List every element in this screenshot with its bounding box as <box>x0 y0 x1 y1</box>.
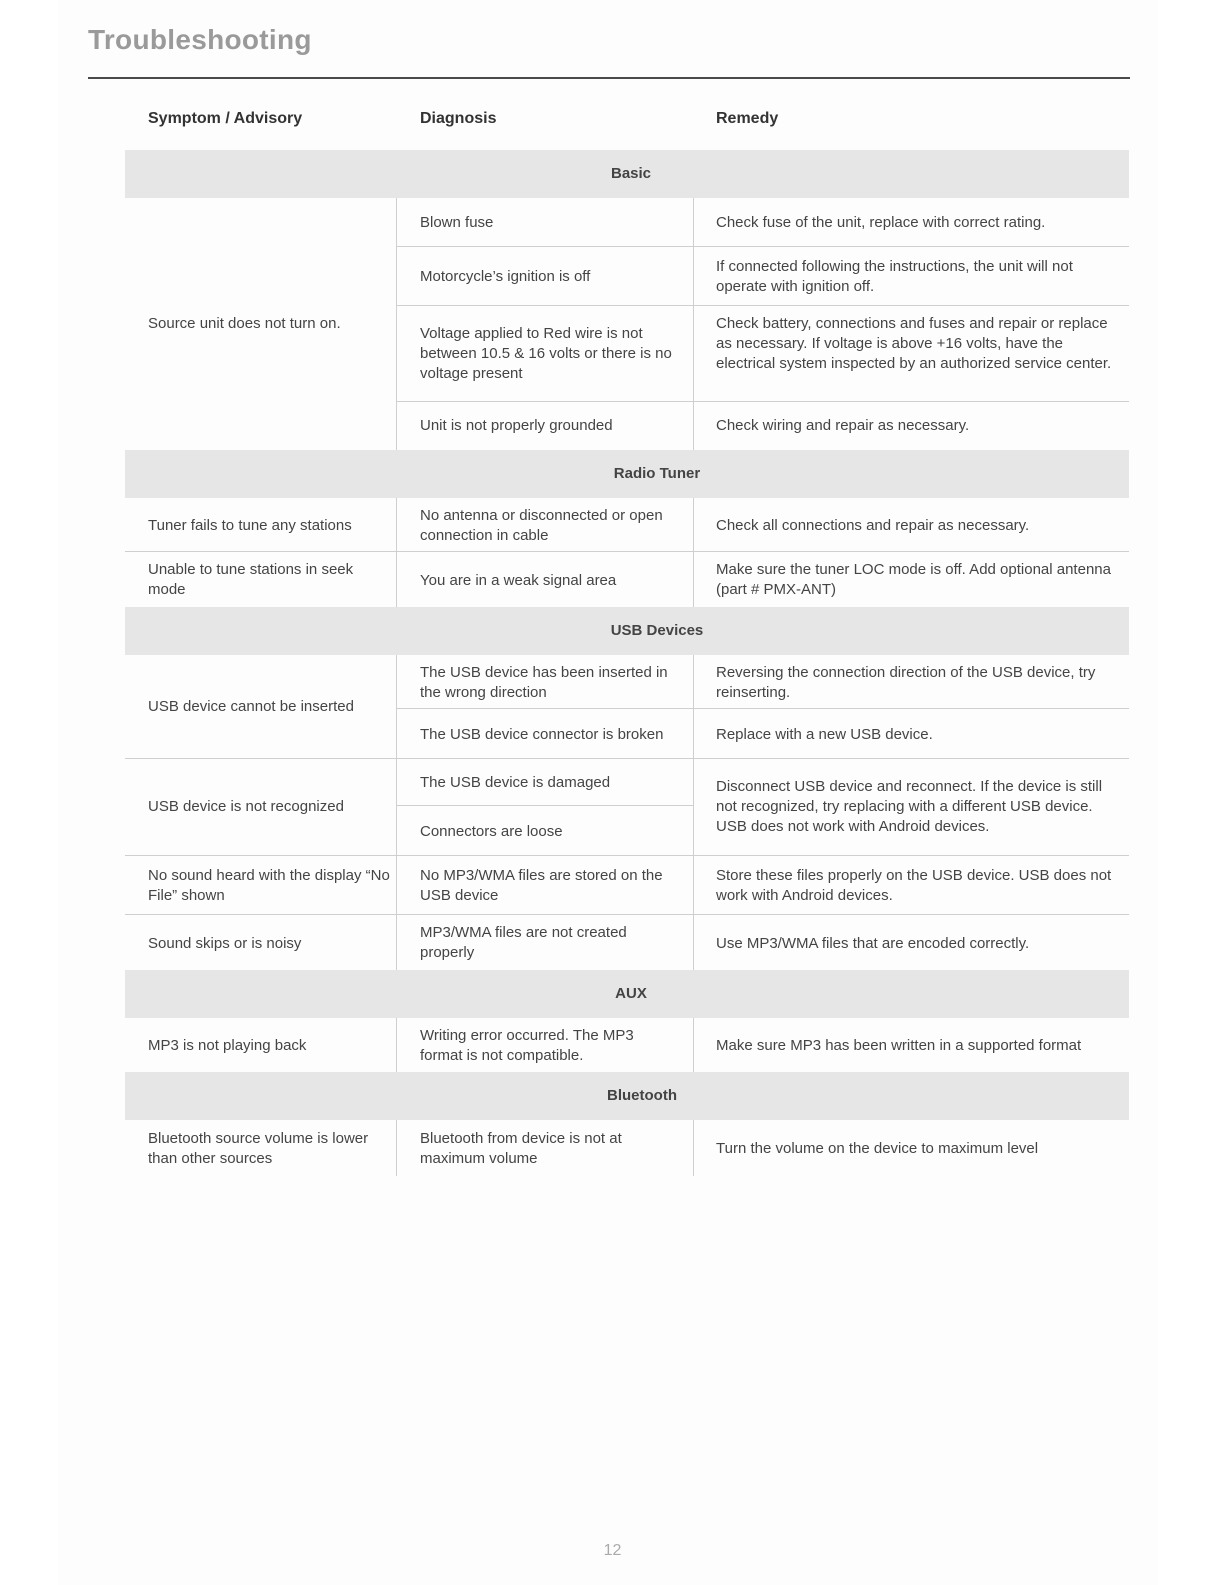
section-label-bluetooth: Bluetooth <box>607 1087 677 1104</box>
section-band-usb-devices <box>125 607 1129 655</box>
row-divider <box>125 758 1129 759</box>
row-divider <box>125 855 1129 856</box>
symptom-cell: Source unit does not turn on. <box>148 315 341 332</box>
symptom-cell: Unable to tune stations in seek mode <box>148 561 354 598</box>
column-divider <box>693 655 694 970</box>
column-divider <box>396 498 397 607</box>
section-label-radio-tuner: Radio Tuner <box>613 465 701 482</box>
section-band-bluetooth <box>125 1072 1129 1120</box>
symptom-cell: USB device cannot be inserted <box>148 698 354 715</box>
remedy-cell: Make sure the tuner LOC mode is off. Add optional antenna (part # PMX-ANT) <box>716 561 1111 598</box>
diagnosis-cell: MP3/WMA files are not created properly <box>420 924 627 961</box>
remedy-cell: Check wiring and repair as necessary. <box>716 417 970 434</box>
column-divider <box>396 1120 397 1176</box>
section-label-usb-devices: USB Devices <box>610 622 704 639</box>
column-divider <box>396 1018 397 1072</box>
section-label-basic: Basic <box>610 165 652 182</box>
symptom-cell: Sound skips or is noisy <box>148 935 302 952</box>
diagnosis-cell: No MP3/WMA files are stored on the USB device <box>420 867 663 904</box>
column-header-remedy: Remedy <box>716 110 779 127</box>
column-divider <box>396 198 397 450</box>
symptom-cell: Bluetooth source volume is lower than other sources <box>148 1130 369 1167</box>
column-header-symptom: Symptom / Advisory <box>148 110 303 127</box>
diagnosis-cell: Connectors are loose <box>420 823 563 840</box>
section-band-aux <box>125 970 1129 1018</box>
page-title: Troubleshooting <box>88 24 312 55</box>
diagnosis-cell: Writing error occurred. The MP3 format is not compatible. <box>420 1027 634 1064</box>
row-divider <box>397 305 1129 306</box>
row-divider <box>125 914 1129 915</box>
remedy-cell: Use MP3/WMA files that are encoded correctly. <box>716 935 1030 952</box>
symptom-cell: Tuner fails to tune any stations <box>148 517 352 534</box>
symptom-cell: USB device is not recognized <box>148 798 344 815</box>
row-divider <box>397 246 1129 247</box>
column-divider <box>693 198 694 450</box>
section-band-basic <box>125 150 1129 198</box>
remedy-cell: Check fuse of the unit, replace with correct rating. <box>716 214 1046 231</box>
row-divider <box>397 805 693 806</box>
remedy-cell: Turn the volume on the device to maximum level <box>716 1140 1039 1157</box>
remedy-cell: Disconnect USB device and reconnect. If the device is still not recognized, try replacing with a different USB device. USB does not work with Android devices. <box>716 778 1103 835</box>
diagnosis-cell: Blown fuse <box>420 214 494 231</box>
remedy-cell: Check all connections and repair as necessary. <box>716 517 1030 534</box>
diagnosis-cell: You are in a weak signal area <box>420 572 617 589</box>
symptom-cell: MP3 is not playing back <box>148 1037 307 1054</box>
remedy-cell: If connected following the instructions, the unit will not operate with ignition off. <box>716 258 1073 295</box>
column-divider <box>693 1120 694 1176</box>
diagnosis-cell: The USB device is damaged <box>420 774 611 791</box>
row-divider <box>397 708 1129 709</box>
remedy-cell: Replace with a new USB device. <box>716 726 933 743</box>
diagnosis-cell: Motorcycle’s ignition is off <box>420 268 591 285</box>
row-divider <box>125 551 1129 552</box>
remedy-cell: Reversing the connection direction of the USB device, try reinserting. <box>716 664 1096 701</box>
symptom-cell: No sound heard with the display “No File” shown <box>148 867 390 904</box>
diagnosis-cell: Bluetooth from device is not at maximum volume <box>420 1130 622 1167</box>
diagnosis-cell: The USB device has been inserted in the wrong direction <box>420 664 668 701</box>
section-band-radio-tuner <box>125 450 1129 498</box>
column-header-diagnosis: Diagnosis <box>420 110 497 127</box>
column-divider <box>693 498 694 607</box>
remedy-cell: Check battery, connections and fuses and repair or replace as necessary. If voltage is above +16 volts, have the electrical system inspected by an authorized service center. <box>716 315 1112 372</box>
column-divider <box>396 655 397 970</box>
diagnosis-cell: No antenna or disconnected or open connection in cable <box>420 507 663 544</box>
title-divider <box>88 77 1130 79</box>
column-divider <box>693 1018 694 1072</box>
remedy-cell: Store these files properly on the USB device. USB does not work with Android devices. <box>716 867 1112 904</box>
remedy-cell: Make sure MP3 has been written in a supported format <box>716 1037 1082 1054</box>
diagnosis-cell: The USB device connector is broken <box>420 726 664 743</box>
row-divider <box>397 401 1129 402</box>
diagnosis-cell: Unit is not properly grounded <box>420 417 613 434</box>
diagnosis-cell: Voltage applied to Red wire is not between 10.5 & 16 volts or there is no voltage present <box>420 325 672 382</box>
page-number: 12 <box>603 1542 622 1559</box>
section-label-aux: AUX <box>615 985 647 1002</box>
